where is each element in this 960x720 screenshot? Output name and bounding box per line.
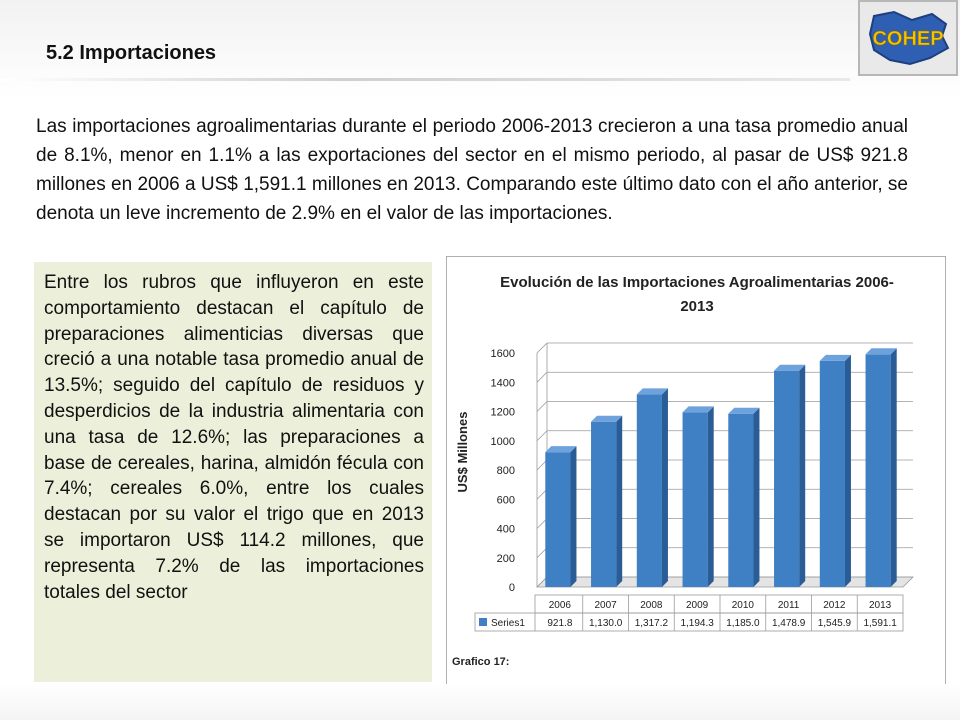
bar	[545, 452, 570, 587]
y-tick-label: 800	[496, 465, 515, 477]
bar-side	[662, 388, 668, 587]
table-header-row	[535, 595, 903, 613]
x-tick-label: 2010	[731, 600, 754, 611]
bar-chart	[447, 257, 947, 687]
y-axis-label: US$ Millones	[455, 411, 470, 493]
bar	[591, 422, 616, 587]
x-tick-label: 2006	[548, 600, 571, 611]
data-label: 1,194.3	[680, 618, 714, 629]
bar-side	[845, 355, 851, 587]
chart-title-line1: Evolución de las Importaciones Agroalimentarias 2006-	[500, 274, 894, 291]
bar-side	[891, 348, 897, 587]
logo-text: COHEP	[872, 28, 944, 50]
y-tick-label: 600	[496, 494, 515, 507]
bar-side	[753, 408, 759, 587]
chart-container	[446, 256, 946, 686]
x-tick-label: 2012	[823, 600, 846, 611]
bar	[866, 354, 891, 587]
x-tick-label: 2009	[686, 600, 709, 611]
bar	[637, 394, 662, 587]
intro-paragraph: Las importaciones agroalimentarias durante el periodo 2006-2013 crecieron a una tasa promedio anual de 8.1%, menor en 1.1% a las exportaciones del sector en el mismo periodo, al pasar de US$ 921.8 millones en 2006 a US$ 1,591.1 millones en 2013. Comparando este último dato con el año anterior, se denota un leve incremento de 2.9% en el valor de las importaciones.	[36, 116, 908, 224]
slide-title: 5.2 Importaciones	[46, 42, 217, 64]
x-tick-label: 2007	[594, 600, 617, 611]
data-label: 1,185.0	[726, 618, 760, 629]
data-label: 921.8	[547, 618, 573, 629]
bar-side	[616, 416, 622, 587]
data-label: 1,591.1	[863, 618, 897, 629]
legend-swatch	[479, 618, 487, 626]
x-tick-label: 2008	[640, 600, 663, 611]
bar-side	[799, 365, 805, 587]
legend-series-name: Series1	[491, 618, 525, 629]
bar	[820, 361, 845, 587]
data-label: 1,317.2	[634, 618, 669, 629]
x-tick-label: 2011	[777, 600, 800, 611]
bar	[774, 371, 799, 587]
x-tick-label: 2013	[869, 600, 892, 611]
y-tick-label: 1000	[490, 435, 515, 448]
y-tick-label: 1200	[490, 406, 515, 419]
cohep-logo	[858, 0, 958, 76]
bar-side	[570, 446, 576, 587]
bar	[728, 414, 753, 587]
y-tick-label: 200	[496, 552, 515, 565]
y-tick-label: 1600	[490, 348, 515, 360]
y-tick-label: 400	[496, 523, 515, 536]
chart-caption: Grafico 17:	[452, 656, 510, 668]
data-label: 1,130.0	[588, 618, 623, 629]
bottom-strip	[0, 684, 960, 720]
header-divider	[0, 78, 850, 81]
data-label: 1,545.9	[817, 618, 852, 629]
bar-side	[708, 406, 714, 587]
y-tick-label: 1400	[490, 377, 515, 390]
data-label: 1,478.9	[771, 618, 806, 629]
y-tick-label: 0	[508, 582, 515, 594]
bar	[683, 412, 708, 587]
analysis-box	[34, 262, 432, 682]
analysis-text: Entre los rubros que influyeron en este comportamiento destacan el capítulo de preparaciones alimenticias diversas que creció a una notable tasa promedio anual de 13.5%; seguido del capítulo de residuos y desperdicios de la industria alimentaria con una tasa de 12.6%; las preparaciones a base de cereales, harina, almidón fécula con 7.4%; cereales 6.0%, entre los cuales destacan por su valor el trigo que en 2013 se importaron US$ 114.2 millones, que representa 7.2% de las importaciones totales del sector	[44, 272, 424, 603]
chart-title-line2: 2013	[680, 298, 714, 315]
